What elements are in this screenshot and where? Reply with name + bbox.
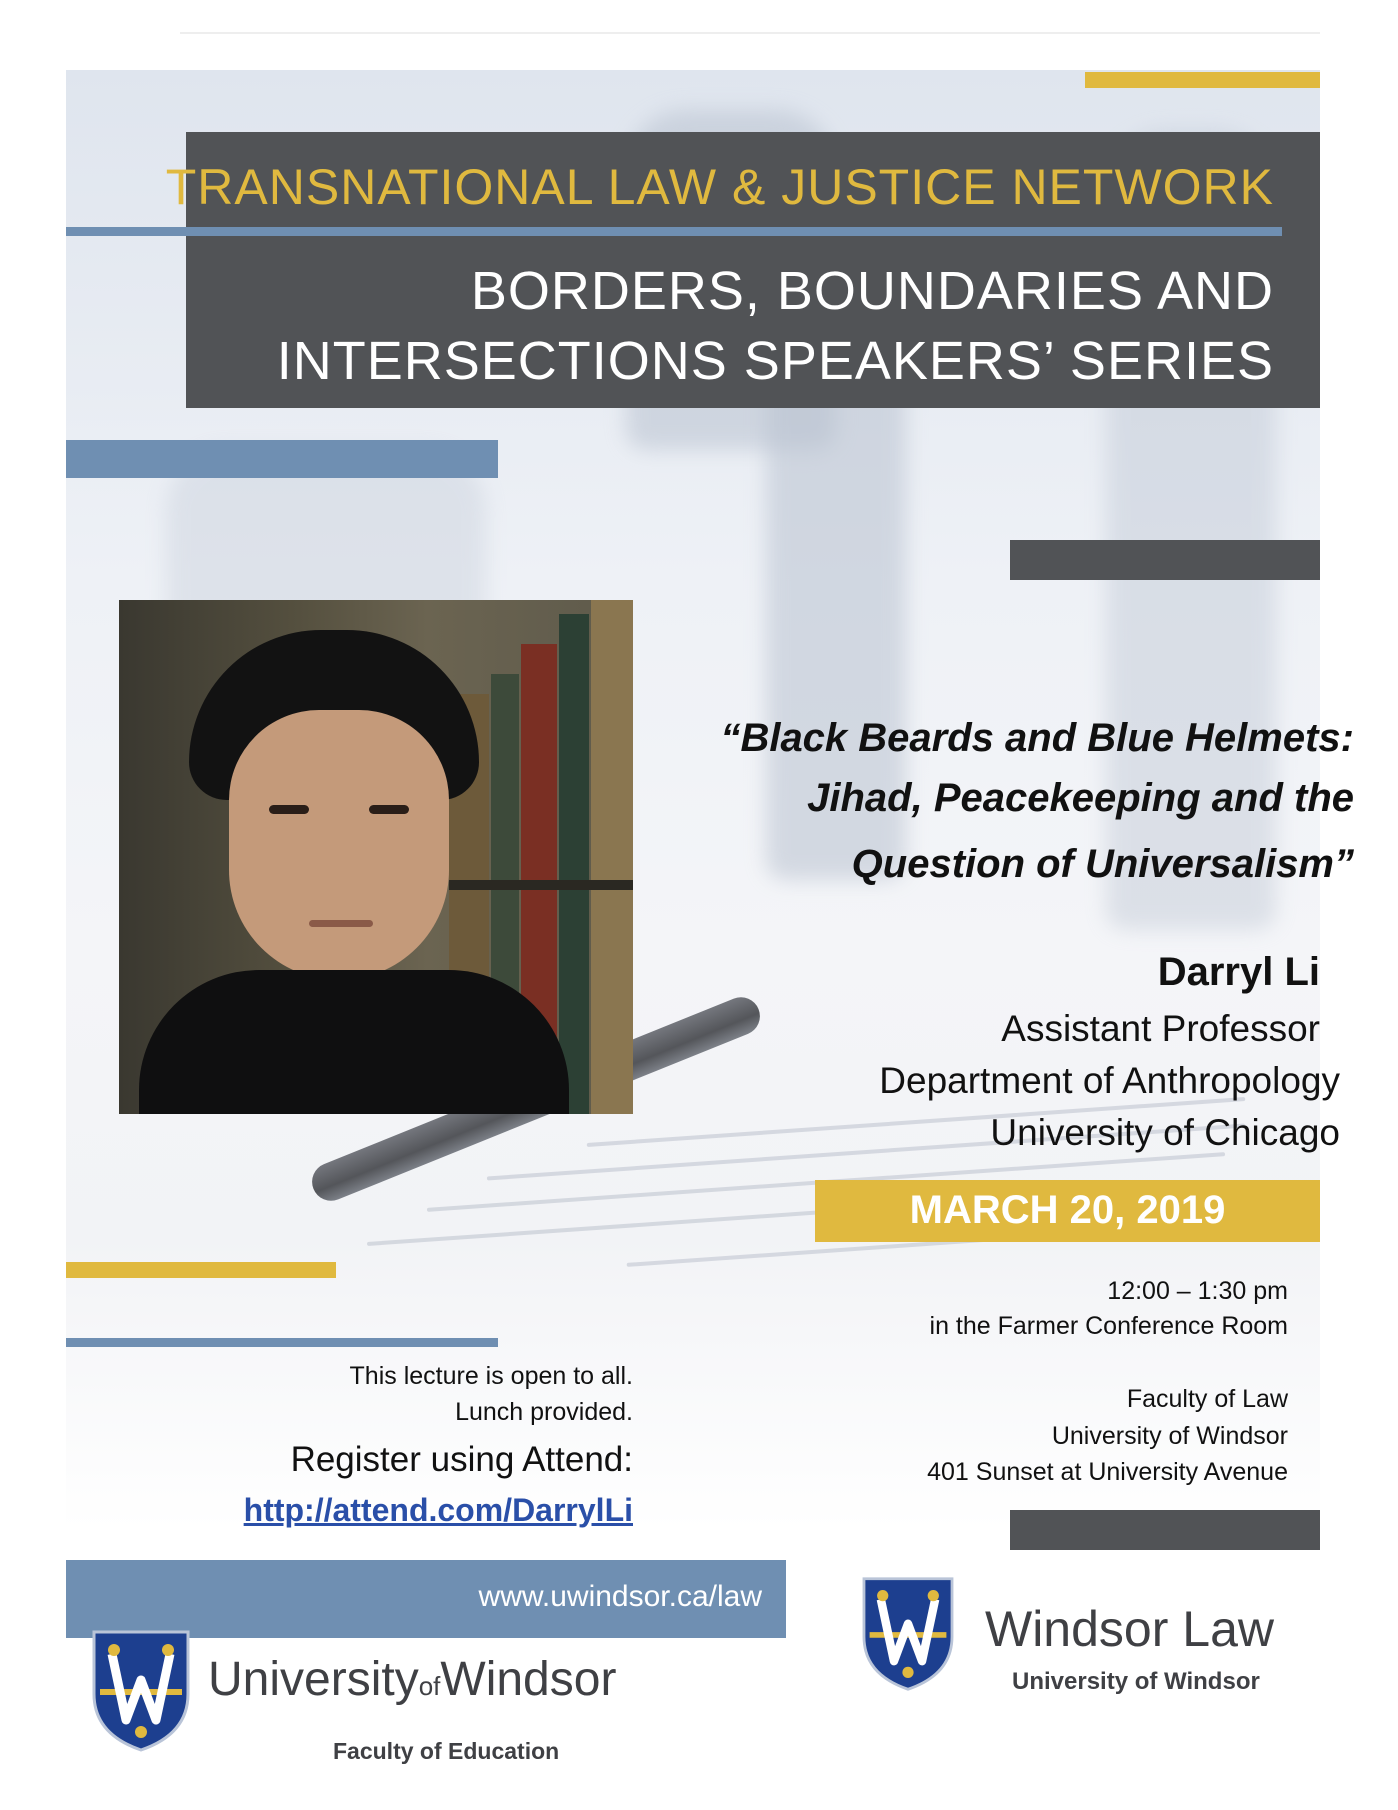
uw-logo-wordmark [208,1652,616,1707]
website-bar [66,1560,786,1638]
header-box [165,132,1320,408]
network-title: TRANSNATIONAL LAW & JUSTICE NETWORK [165,159,1274,215]
uw-logo-university: University [208,1653,419,1706]
top-rule [180,32,1320,34]
register-link[interactable]: http://attend.com/DarrylLi [243,1492,633,1528]
blue-rule-left [66,1338,498,1347]
talk-title-line2: Jihad, Peacekeeping and the [807,776,1354,820]
speaker-department: Department of Anthropology [879,1060,1340,1101]
gold-bar-left [66,1262,336,1278]
series-title-line1: BORDERS, BOUNDARIES AND [470,261,1274,321]
gold-bar-top-right [1085,72,1320,88]
event-time: 12:00 – 1:30 pm [1107,1277,1288,1305]
venue-line1: Faculty of Law [1126,1385,1288,1413]
register-label: Register using Attend: [290,1440,633,1479]
venue-line2: University of Windsor [1051,1422,1288,1450]
wl-logo-name: Windsor Law [985,1601,1274,1657]
uw-logo-windsor: Windsor [440,1653,617,1706]
venue-line3: 401 Sunset at University Avenue [927,1458,1288,1486]
blue-rule-header [66,227,1282,236]
wl-shield-icon [860,1575,956,1693]
event-date: MARCH 20, 2019 [909,1188,1226,1232]
uw-logo-of: of [418,1671,441,1701]
date-banner [815,1180,1320,1242]
event-room: in the Farmer Conference Room [929,1312,1288,1340]
lunch-note: Lunch provided. [455,1398,633,1426]
dark-bar-bottom-right [1010,1510,1320,1550]
open-note: This lecture is open to all. [349,1362,633,1390]
uw-shield-icon [90,1628,192,1754]
speaker-name: Darryl Li [1157,950,1320,994]
uw-logo-faculty: Faculty of Education [333,1738,560,1764]
series-title-line2: INTERSECTIONS SPEAKERS’ SERIES [276,331,1274,391]
blue-bar-left [66,440,498,478]
dark-bar-right [1010,540,1320,580]
talk-title-line3: Question of Universalism” [851,842,1354,886]
website-url[interactable]: www.uwindsor.ca/law [478,1580,762,1613]
speaker-university: University of Chicago [990,1112,1340,1153]
wl-logo-sub: University of Windsor [1012,1668,1260,1695]
speaker-photo [119,600,633,1114]
speaker-position: Assistant Professor [1001,1008,1320,1049]
talk-title-line1: “Black Beards and Blue Helmets: [720,716,1354,760]
